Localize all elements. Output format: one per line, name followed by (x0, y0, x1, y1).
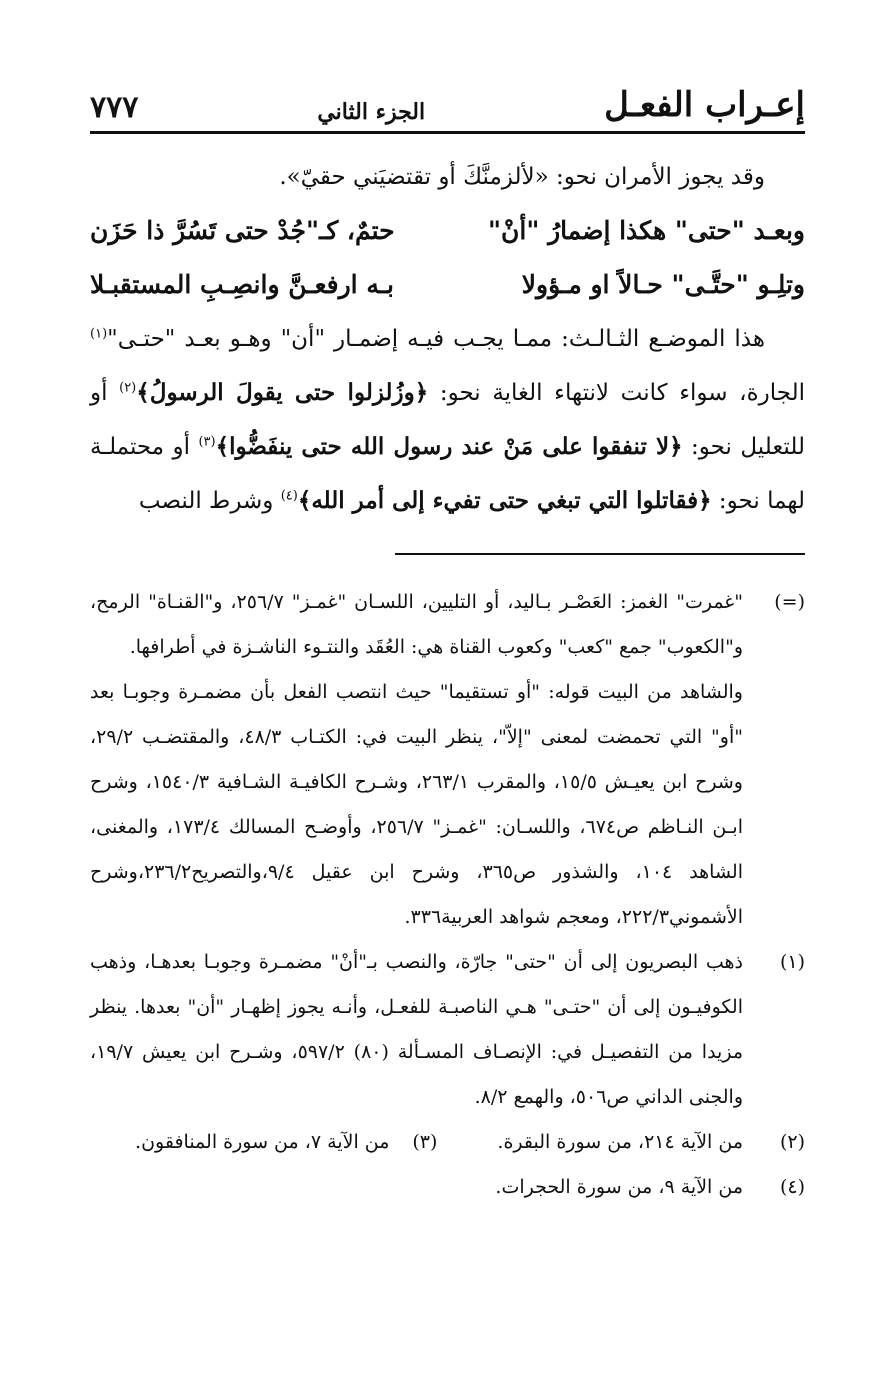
para-text-e: وشرط النصب (138, 488, 281, 514)
footnote-mark: (٢) (779, 1131, 805, 1153)
intro-line: وقد يجوز الأمران نحو: «لألزمنَّكَ أو تقتضيَني حقيّ». (279, 164, 765, 190)
page-header (90, 75, 805, 134)
verse-line-2 (90, 258, 805, 312)
verse-1-hemistich-left: حتمٌ، كـ"جُدْ حتى تَسُرَّ ذا حَزَن (90, 216, 395, 245)
footnote-mark: (٤) (779, 1176, 805, 1198)
footnote-ref-2[interactable]: (٢) (119, 380, 137, 396)
verse-2-hemistich-right: وتلِـو "حتَّـى" حـالاً او مـؤولا (521, 270, 805, 299)
footnote-text: من الآية ٧، من سورة المنافقون. (135, 1131, 390, 1153)
footnote-text: ذهب البصريون إلى أن "حتى" جارّة، والنصب بـ"أنْ" مضمـرة وجوبـا بعدهـا، وذهب الكوفيـون إلى أن "حتـى" هـي الناصبـة للفعـل، وأنـه يجوز إظهـار "أن" بعدها. ينظر مزيدا من التفصيـل في: الإنصـاف المسـألة (٨٠) ٥٩٧/٢، وشـرح ابن يعيش ١٩/٧، والجنى الداني ص٥٠٦، والهمع ٨/٢. (90, 951, 743, 1108)
footnote-mark: (٣) (412, 1131, 438, 1153)
footnote-text: من الآية ٩، من سورة الحجرات. (495, 1176, 743, 1198)
footnote-continued (90, 580, 805, 670)
para-text-d: أو محتملـة لهما نحو: (90, 434, 805, 514)
page-number: ٧٧٧ (90, 90, 139, 125)
para-text-a: هذا الموضـع الثـالـث: ممـا يجـب فيـه إضمـار "أن" وهـو بعـد "حتـى" (107, 326, 765, 352)
footnote-2-3 (90, 1120, 805, 1165)
verse-2-hemistich-left: بـه ارفعـنَّ وانصِـبِ المستقبـلا (90, 270, 395, 299)
footnote-1 (90, 940, 805, 1120)
quran-quote-2: ﴿لا تنفقوا على مَنْ عند رسول الله حتى ينفَضُّوا﴾ (215, 433, 683, 460)
chapter-title: إعـراب الفعـل (604, 85, 805, 125)
footnote-4 (90, 1165, 805, 1210)
footnote-ref-4[interactable]: (٤) (280, 488, 298, 504)
para-text-c: أو للتعليل نحو: (90, 380, 805, 460)
footnote-ref-3[interactable]: (٣) (198, 434, 216, 450)
verse-1-hemistich-right: وبعـد "حتى" هكذا إضمارُ "أنْ" (488, 216, 805, 245)
explanation-paragraph (90, 312, 805, 528)
quran-quote-1: ﴿وزُلزلوا حتى يقولَ الرسولُ﴾ (136, 379, 429, 406)
footnotes (90, 580, 805, 1210)
footnote-mark: (١) (779, 951, 805, 973)
main-text (90, 150, 805, 528)
footnote-separator (395, 553, 805, 555)
footnote-evidence: والشاهد من البيت قوله: "أو تستقيما" حيث انتصب الفعل بأن مضمـرة وجوبـا بعد "أو" التي تحمضت لمعنى "إلاّ"، ينظر البيت في: الكتـاب ٤٨/٣، والمقتضـب ٢٩/٢، وشرح ابن يعيـش ١٥/٥، والمقرب ٢٦٣/١، وشـرح الكافيـة الشـافية ١٥٤٠/٣، وشرح ابـن النـاظم ص٦٧٤، واللسـان: "غمـز" ٢٥٦/٧، وأوضـح المسالك ١٧٣/٤، والمغنى، الشاهد ١٠٤، والشذور ص٣٦٥، وشرح ابن عقيل ٩/٤،والتصريح٢٣٦/٢،وشرح الأشموني٢٢٢/٣، ومعجم شواهد العربية٣٣٦. (90, 681, 743, 928)
verse-line-1 (90, 204, 805, 258)
para-text-b: الجارة، سواء كانت لانتهاء الغاية نحو: (428, 380, 805, 406)
footnote-ref-1[interactable]: (١) (90, 326, 108, 342)
footnote-mark: (=) (774, 591, 805, 613)
quran-quote-3: ﴿فقاتلوا التي تبغي حتى تفيء إلى أمر الله﴾ (297, 487, 712, 514)
footnote-text: "غمرت" الغمز: العَصْـر بـاليد، أو التليين، اللسـان "غمـز" ٢٥٦/٧، و"القنـاة" الرمح، و"الكعوب" جمع "كعب" وكعوب القناة هي: العُقَد والنتـوء الناشـزة في أطرافها. (90, 591, 743, 658)
footnote-text: من الآية ٢١٤، من سورة البقرة. (497, 1131, 743, 1153)
part-label: الجزء الثاني (317, 99, 426, 125)
